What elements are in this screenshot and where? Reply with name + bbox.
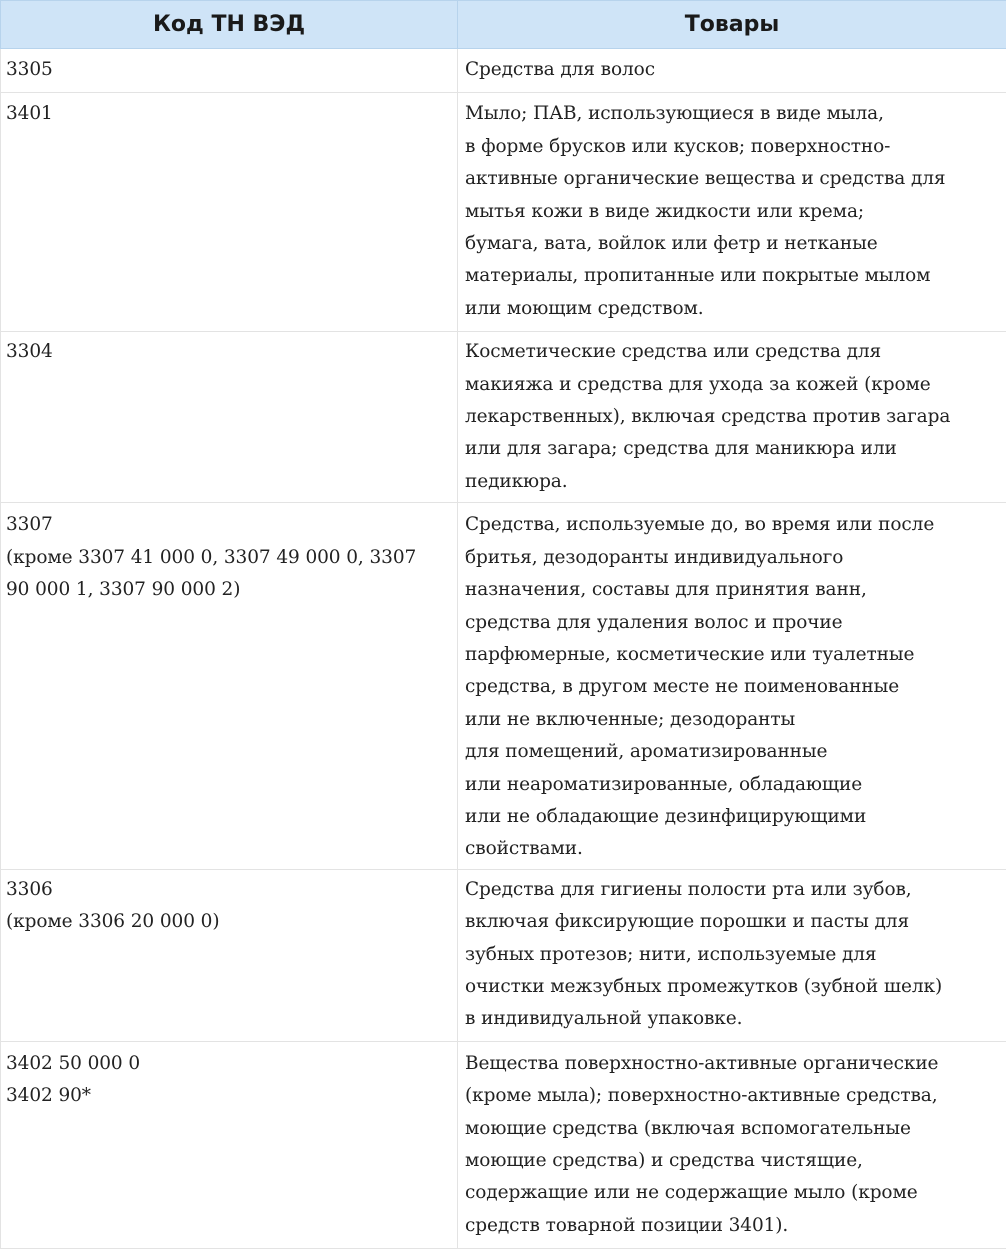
goods-line: активные органические вещества и средства для — [465, 163, 1000, 195]
goods-line: содержащие или не содержащие мыло (кроме — [465, 1177, 1000, 1209]
goods-line: мытья кожи в виде жидкости или крема; — [465, 196, 1000, 228]
header-code: Код ТН ВЭД — [1, 1, 458, 49]
goods-line: включая фиксирующие порошки и пасты для — [465, 906, 1000, 938]
code-cell — [1, 1041, 458, 1248]
goods-line: Средства, используемые до, во время или после — [465, 509, 1000, 541]
goods-line: Средства для гигиены полости рта или зубов, — [465, 874, 1000, 906]
goods-cell — [458, 869, 1006, 1041]
goods-line: педикюра. — [465, 466, 1000, 498]
goods-line: или моющим средством. — [465, 293, 1000, 325]
goods-line: средства для удаления волос и прочие — [465, 607, 1000, 639]
goods-line: материалы, пропитанные или покрытые мылом — [465, 260, 1000, 292]
goods-line: для помещений, ароматизированные — [465, 736, 1000, 768]
goods-line: в форме брусков или кусков; поверхностно- — [465, 131, 1000, 163]
code-line: 90 000 1, 3307 90 000 2) — [6, 574, 449, 606]
code-line: 3401 — [6, 98, 449, 130]
goods-line: Мыло; ПАВ, использующиеся в виде мыла, — [465, 98, 1000, 130]
code-line: 3304 — [6, 336, 449, 368]
goods-line: свойствами. — [465, 833, 1000, 865]
goods-line: моющие средства) и средства чистящие, — [465, 1145, 1000, 1177]
goods-cell — [458, 503, 1006, 869]
goods-line: или для загара; средства для маникюра или — [465, 433, 1000, 465]
goods-cell — [458, 93, 1006, 332]
code-cell — [1, 332, 458, 503]
code-cell — [1, 93, 458, 332]
table-row — [1, 93, 1006, 332]
goods-line: Вещества поверхностно-активные органические — [465, 1048, 1000, 1080]
code-line: 3305 — [6, 54, 449, 86]
goods-line: средств товарной позиции 3401). — [465, 1210, 1000, 1242]
code-cell — [1, 503, 458, 869]
table-header-row — [1, 1, 1006, 49]
code-cell — [1, 869, 458, 1041]
code-cell — [1, 49, 458, 93]
code-line: 3402 50 000 0 — [6, 1048, 449, 1080]
goods-line: зубных протезов; нити, используемые для — [465, 939, 1000, 971]
goods-line: моющие средства (включая вспомогательные — [465, 1113, 1000, 1145]
goods-cell — [458, 332, 1006, 503]
table-row — [1, 503, 1006, 869]
goods-cell — [458, 49, 1006, 93]
code-line: 3306 — [6, 874, 449, 906]
goods-line: Косметические средства или средства для — [465, 336, 1000, 368]
goods-line: или не обладающие дезинфицирующими — [465, 801, 1000, 833]
goods-line: макияжа и средства для ухода за кожей (кроме — [465, 369, 1000, 401]
goods-line: назначения, составы для принятия ванн, — [465, 574, 1000, 606]
table-row — [1, 332, 1006, 503]
code-line: (кроме 3307 41 000 0, 3307 49 000 0, 3307 — [6, 542, 449, 574]
goods-line: очистки межзубных промежутков (зубной шелк) — [465, 971, 1000, 1003]
table-row — [1, 869, 1006, 1041]
goods-line: средства, в другом месте не поименованные — [465, 671, 1000, 703]
table-row — [1, 1041, 1006, 1248]
goods-line: или неароматизированные, обладающие — [465, 769, 1000, 801]
header-goods: Товары — [458, 1, 1006, 49]
goods-line: в индивидуальной упаковке. — [465, 1003, 1000, 1035]
code-line: 3402 90* — [6, 1080, 449, 1112]
goods-line: бритья, дезодоранты индивидуального — [465, 542, 1000, 574]
goods-line: лекарственных), включая средства против загара — [465, 401, 1000, 433]
goods-line: Средства для волос — [465, 54, 1000, 86]
goods-cell — [458, 1041, 1006, 1248]
code-line: 3307 — [6, 509, 449, 541]
goods-line: (кроме мыла); поверхностно-активные средства, — [465, 1080, 1000, 1112]
goods-line: парфюмерные, косметические или туалетные — [465, 639, 1000, 671]
table-row — [1, 49, 1006, 93]
code-line: (кроме 3306 20 000 0) — [6, 906, 449, 938]
goods-line: бумага, вата, войлок или фетр и нетканые — [465, 228, 1000, 260]
goods-line: или не включенные; дезодоранты — [465, 704, 1000, 736]
